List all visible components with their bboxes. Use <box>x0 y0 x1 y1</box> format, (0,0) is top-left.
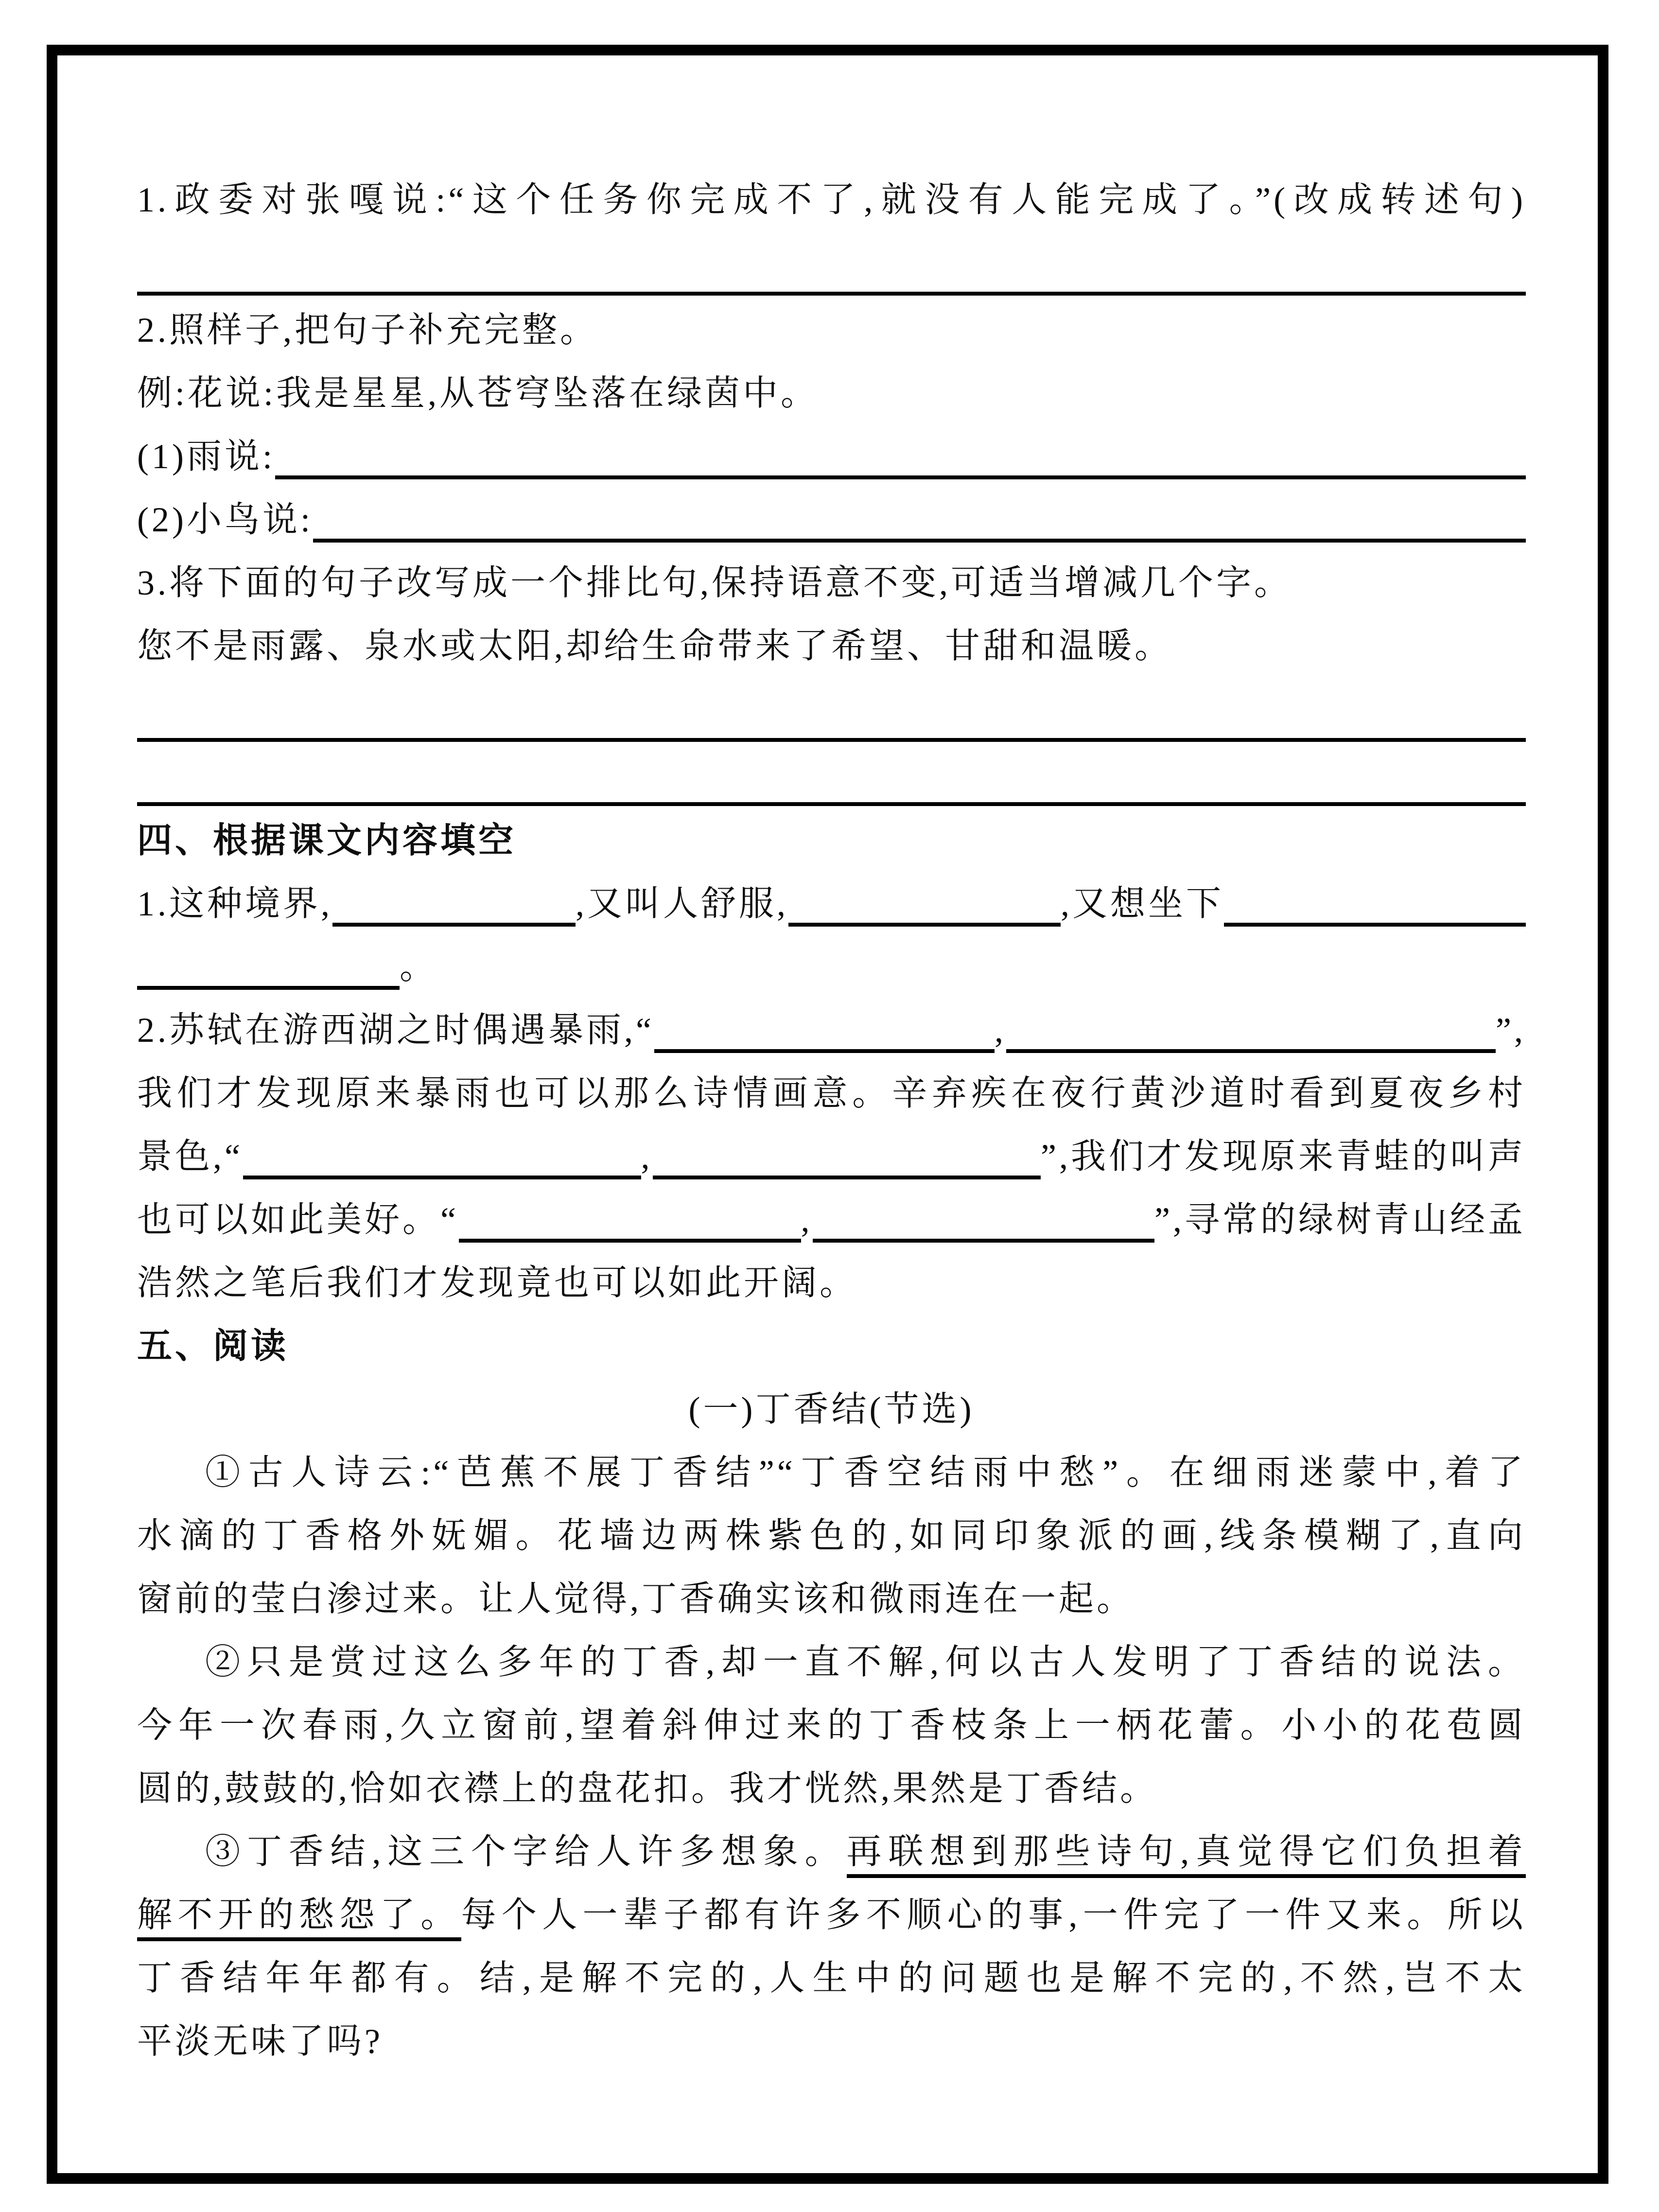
reading-title <box>137 1378 1526 1441</box>
fill-in-blank-underline <box>332 923 576 927</box>
para-3-line-1 <box>137 1820 1526 1883</box>
text-run: , <box>801 1200 813 1239</box>
text-run: 丁香结年年都有。结,是解不完的,人生中的问题也是解不完的,不然,岂不太 <box>137 1959 1526 1998</box>
text-run: 今年一次春雨,久立窗前,望着斜伸过来的丁香枝条上一柄花蕾。小小的花苞圆 <box>137 1706 1526 1745</box>
text-run: ①古人诗云:“芭蕉不展丁香结”“丁香空结雨中愁”。在细雨迷蒙中,着了 <box>205 1453 1526 1492</box>
text-run: 例:花说:我是星星,从苍穹坠落在绿茵中。 <box>137 374 819 413</box>
fill-in-blank-underline <box>243 1176 641 1179</box>
question-1 <box>137 168 1526 231</box>
fill-in-blank-underline <box>1224 923 1526 927</box>
text-run: 平淡无味了吗? <box>137 2022 383 2061</box>
cloze-2-line-3 <box>137 1125 1526 1188</box>
section-5-heading <box>137 1315 1526 1378</box>
text-run: ②只是赏过这么多年的丁香,却一直不解,何以古人发明了丁香结的说法。 <box>205 1643 1526 1682</box>
fill-in-blank-underline <box>653 1176 1041 1179</box>
text-run: 。 <box>400 948 438 986</box>
text-run: 2.苏轼在游西湖之时偶遇暴雨,“ <box>137 1011 654 1050</box>
document-content <box>57 55 1598 2173</box>
fill-in-blank-underline <box>137 986 400 990</box>
text-run: ”, <box>1496 1011 1526 1050</box>
underlined-text-run: 再联想到那些诗句,真觉得它们负担着 <box>847 1832 1526 1878</box>
text-run: 3.将下面的句子改写成一个排比句,保持语意不变,可适当增减几个字。 <box>137 563 1292 602</box>
example-sentence <box>137 362 1526 425</box>
para-1-line-2 <box>137 1504 1526 1567</box>
underlined-text-run: 解不开的愁怨了。 <box>137 1896 461 1941</box>
text-run: 您不是雨露、泉水或太阳,却给生命带来了希望、甘甜和温暖。 <box>137 627 1173 666</box>
text-run: (一)丁香结(节选) <box>688 1390 975 1429</box>
text-run: ”,寻常的绿树青山经孟 <box>1154 1200 1526 1239</box>
text-run: 1.政委对张嘎说:“这个任务你完成不了,就没有人能完成了。”(改成转述句) <box>137 180 1526 219</box>
text-run: 圆的,鼓鼓的,恰如衣襟上的盘花扣。我才恍然,果然是丁香结。 <box>137 1769 1158 1808</box>
text-run: 2.照样子,把句子补充完整。 <box>137 311 598 350</box>
text-run: 也可以如此美好。“ <box>137 1200 459 1239</box>
text-run: (2)小鸟说: <box>137 500 313 539</box>
fill-in-blank-underline <box>275 475 1526 479</box>
fill-in-blank-underline <box>654 1049 995 1053</box>
para-2-line-3 <box>137 1757 1526 1820</box>
text-run: ”,我们才发现原来青蛙的叫声 <box>1041 1137 1526 1176</box>
fill-in-blank-underline <box>313 539 1526 543</box>
question-2 <box>137 298 1526 362</box>
text-run: ③丁香结,这三个字给人许多想象。 <box>205 1832 847 1871</box>
cloze-2-line-5 <box>137 1251 1526 1315</box>
text-run: 景色,“ <box>137 1137 243 1176</box>
fill-in-blank-underline <box>788 923 1061 927</box>
cloze-2-line-1 <box>137 999 1526 1062</box>
text-run: , <box>641 1137 653 1176</box>
question-3 <box>137 551 1526 614</box>
para-2-line-2 <box>137 1694 1526 1757</box>
text-run: ,又叫人舒服, <box>576 884 789 923</box>
text-run: 五、阅读 <box>137 1327 289 1366</box>
text-run: 每个人一辈子都有许多不顺心的事,一件完了一件又来。所以 <box>461 1896 1526 1934</box>
fill-in-blank-underline <box>813 1239 1155 1243</box>
text-run: 浩然之笔后我们才发现竟也可以如此开阔。 <box>137 1264 858 1302</box>
para-3-line-2 <box>137 1883 1526 1947</box>
para-2-line-1 <box>137 1631 1526 1694</box>
sentence-to-rewrite <box>137 614 1526 678</box>
answer-line-3 <box>137 748 1526 806</box>
cloze-2-line-2 <box>137 1062 1526 1125</box>
text-run: , <box>994 1011 1006 1050</box>
fill-in-blank-underline <box>1006 1049 1496 1053</box>
page-frame <box>47 45 1608 2184</box>
text-run: (1)雨说: <box>137 437 275 476</box>
text-run: ,又想坐下 <box>1061 884 1224 923</box>
cloze-1-line-1 <box>137 872 1526 935</box>
para-1-line-1 <box>137 1441 1526 1504</box>
para-3-line-3 <box>137 1947 1526 2010</box>
text-run: 1.这种境界, <box>137 884 333 923</box>
text-run: 水滴的丁香格外妩媚。花墙边两株紫色的,如同印象派的画,线条模糊了,直向 <box>137 1516 1526 1555</box>
para-3-line-4 <box>137 2010 1526 2073</box>
cloze-1-line-2 <box>137 935 1526 999</box>
fill-in-blank-underline <box>459 1239 801 1243</box>
text-run: 四、根据课文内容填空 <box>137 821 517 860</box>
fill-item-2 <box>137 488 1526 551</box>
text-run: 窗前的莹白渗过来。让人觉得,丁香确实该和微雨连在一起。 <box>137 1580 1135 1618</box>
answer-line-1 <box>137 237 1526 296</box>
cloze-2-line-4 <box>137 1188 1526 1251</box>
fill-item-1 <box>137 425 1526 488</box>
answer-line-2 <box>137 684 1526 742</box>
text-run: 我们才发现原来暴雨也可以那么诗情画意。辛弃疾在夜行黄沙道时看到夏夜乡村 <box>137 1074 1526 1113</box>
section-4-heading <box>137 809 1526 872</box>
para-1-line-3 <box>137 1567 1526 1631</box>
